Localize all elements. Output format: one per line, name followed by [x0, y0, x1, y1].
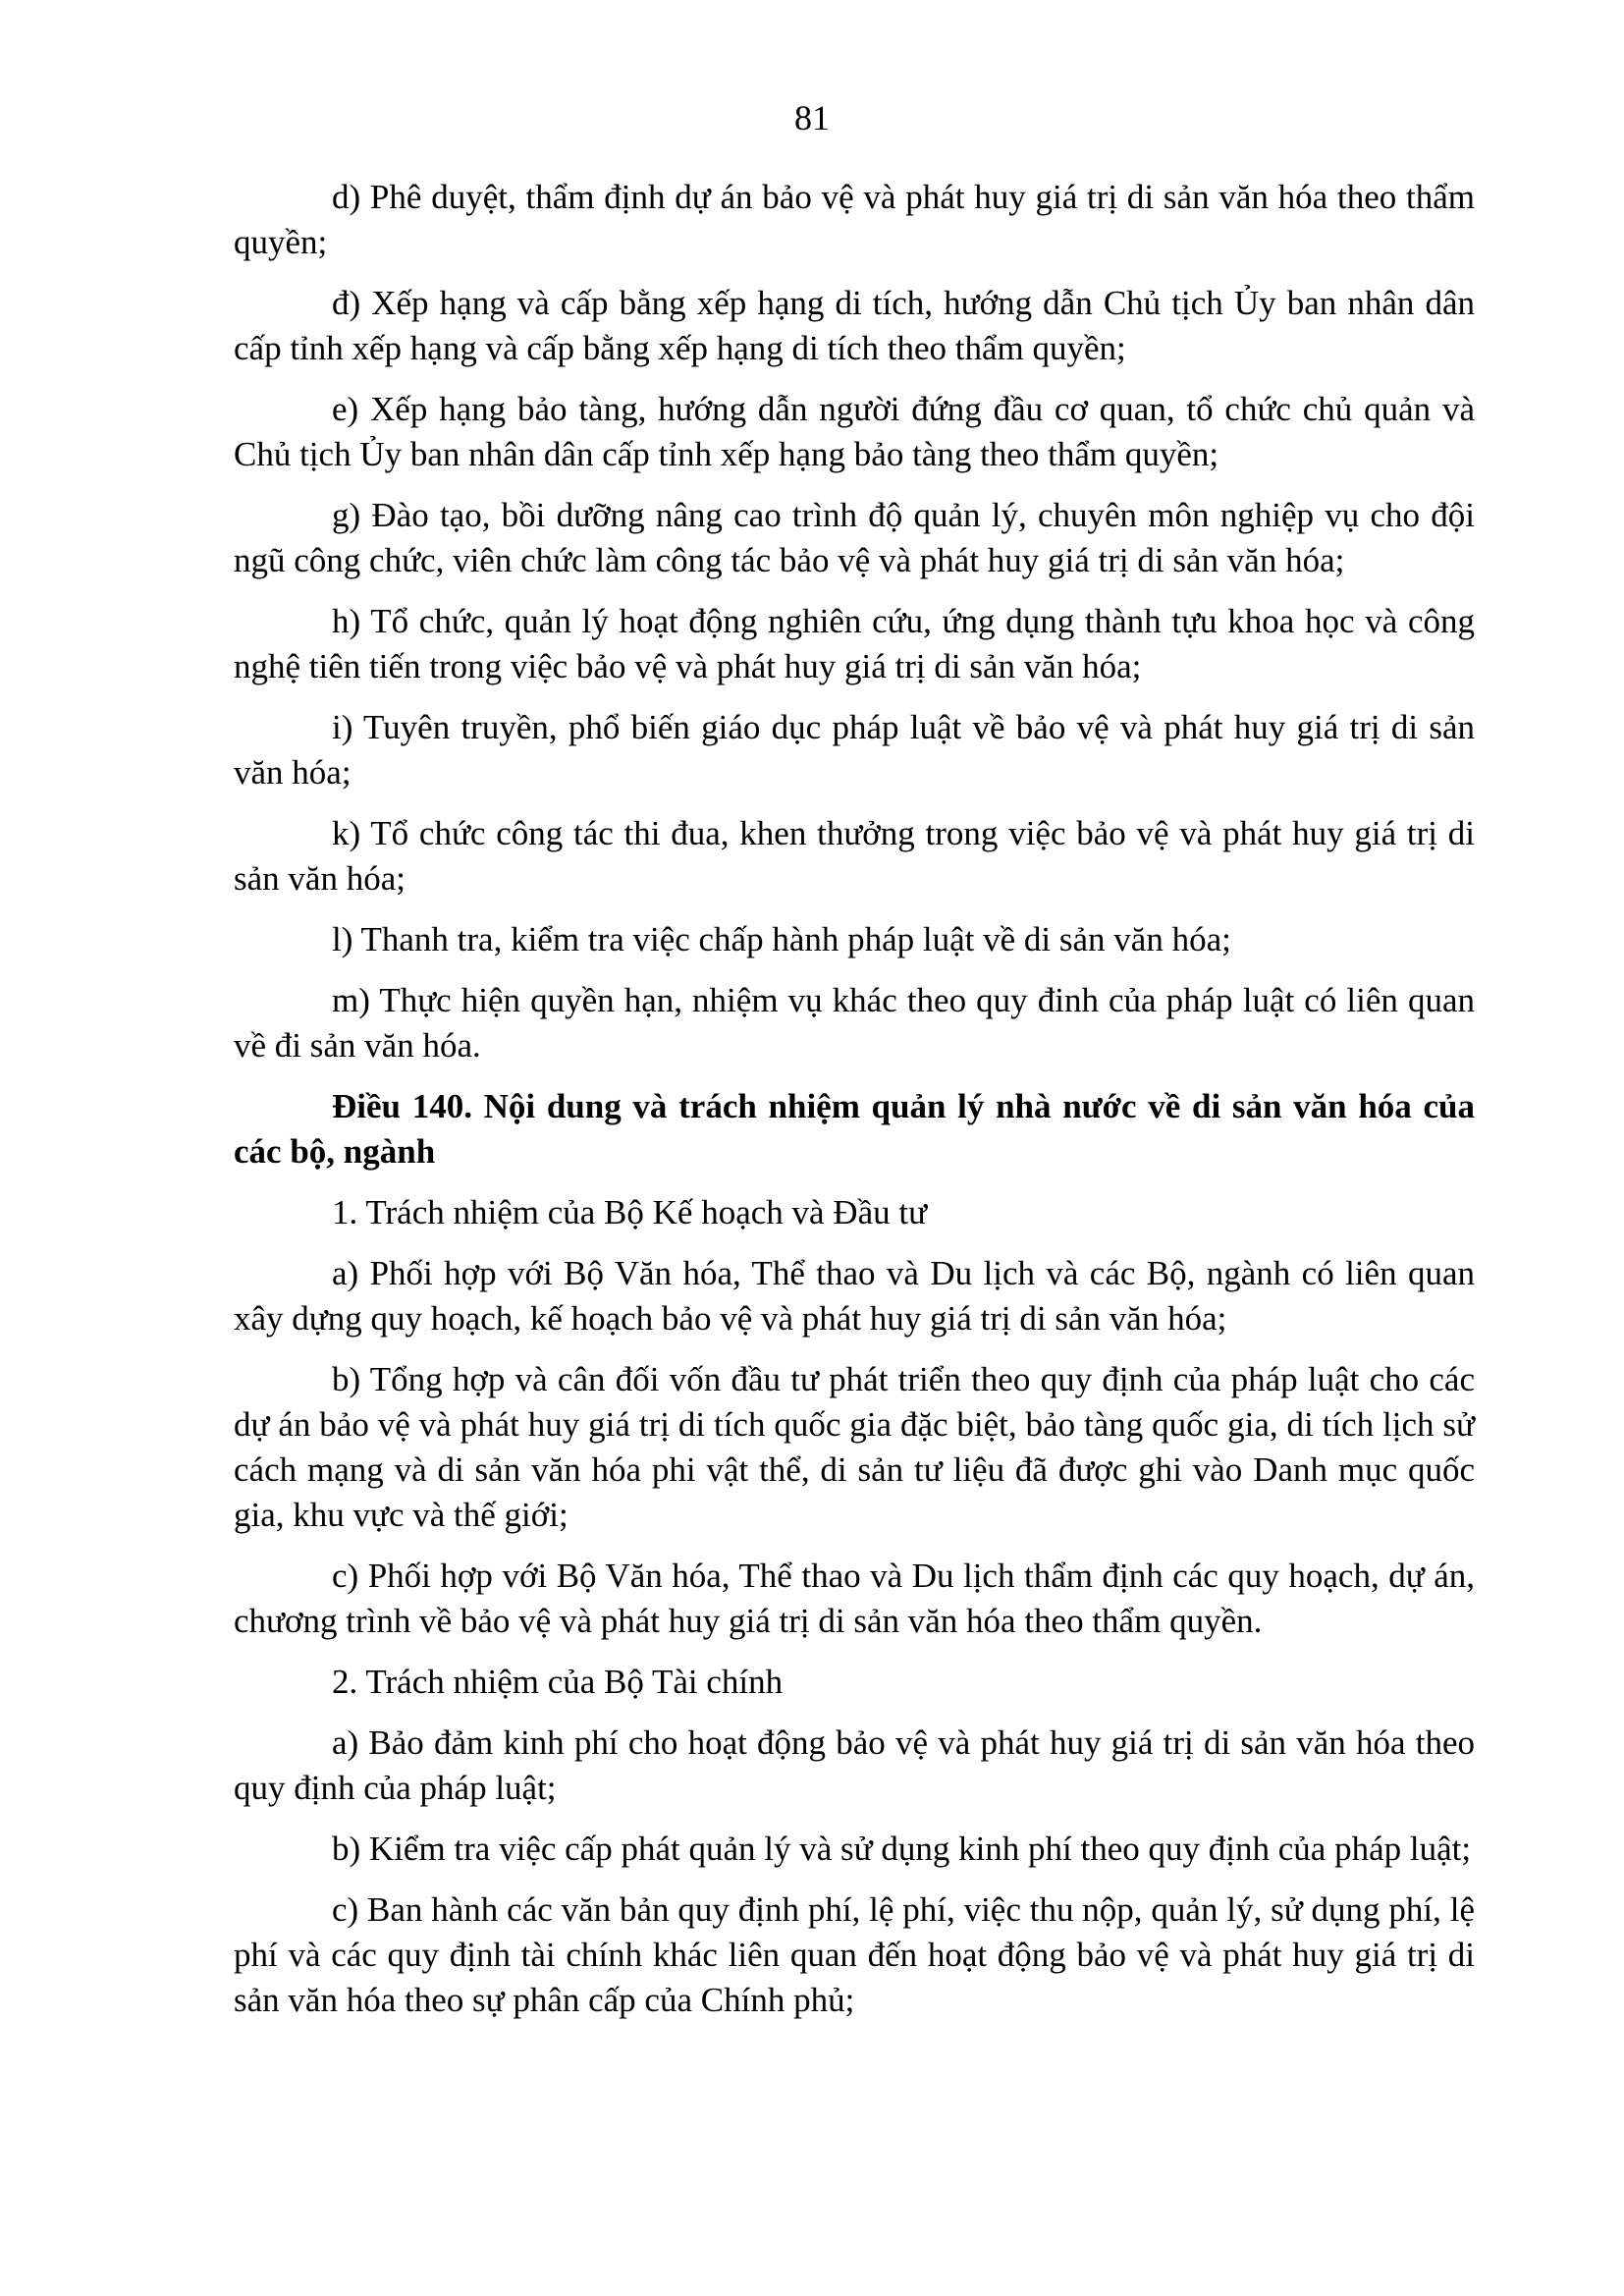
article-heading: Điều 140. Nội dung và trách nhiệm quản lý nhà nước về di sản văn hóa của các bộ, ngành — [234, 1087, 1475, 1171]
page-content — [234, 175, 1475, 2039]
paragraph-2a: a) Bảo đảm kinh phí cho hoạt động bảo vệ và phát huy giá trị di sản văn hóa theo quy định của pháp luật; — [234, 1723, 1475, 1807]
paragraph-item-k: k) Tổ chức công tác thi đua, khen thưởng trong việc bảo vệ và phát huy giá trị di sản văn hóa; — [234, 814, 1475, 898]
paragraph-2b: b) Kiểm tra việc cấp phát quản lý và sử dụng kinh phí theo quy định của pháp luật; — [332, 1830, 1472, 1868]
paragraph-item-m: m) Thực hiện quyền hạn, nhiệm vụ khác theo quy đinh của pháp luật có liên quan về đi sản văn hóa. — [234, 981, 1475, 1065]
paragraph-2c: c) Ban hành các văn bản quy định phí, lệ phí, việc thu nộp, quản lý, sử dụng phí, lệ phí và các quy định tài chính khác liên quan đến hoạt động bảo vệ và phát huy giá trị di sản văn hóa theo sự phân cấp của Chính phủ; — [234, 1890, 1475, 2019]
paragraph-item-l: l) Thanh tra, kiểm tra việc chấp hành pháp luật về di sản văn hóa; — [332, 920, 1231, 958]
section-heading-2: 2. Trách nhiệm của Bộ Tài chính — [332, 1663, 784, 1701]
paragraph-1b: b) Tổng hợp và cân đối vốn đầu tư phát triển theo quy định của pháp luật cho các dự án bảo vệ và phát huy giá trị di tích quốc gia đặc biệt, bảo tàng quốc gia, di tích lịch sử cách mạng và di sản văn hóa phi vật thể, di sản tư liệu đã được ghi vào Danh mục quốc gia, khu vực và thế giới; — [234, 1360, 1475, 1534]
paragraph-1c: c) Phối hợp với Bộ Văn hóa, Thể thao và Du lịch thẩm định các quy hoạch, dự án, chương trình về bảo vệ và phát huy giá trị di sản văn hóa theo thẩm quyền. — [234, 1557, 1475, 1640]
section-heading-1: 1. Trách nhiệm của Bộ Kế hoạch và Đầu tư — [332, 1193, 928, 1231]
paragraph-1a: a) Phối hợp với Bộ Văn hóa, Thể thao và Du lịch và các Bộ, ngành có liên quan xây dựng quy hoạch, kế hoạch bảo vệ và phát huy giá trị di sản văn hóa; — [234, 1254, 1475, 1338]
paragraph-item-g: g) Đào tạo, bồi dưỡng nâng cao trình độ quản lý, chuyên môn nghiệp vụ cho đội ngũ công chức, viên chức làm công tác bảo vệ và phát huy giá trị di sản văn hóa; — [234, 496, 1475, 579]
paragraph-item-dd: đ) Xếp hạng và cấp bằng xếp hạng di tích, hướng dẫn Chủ tịch Ủy ban nhân dân cấp tỉnh xếp hạng và cấp bằng xếp hạng di tích theo thẩm quyền; — [234, 284, 1475, 367]
page-number: 81 — [794, 98, 830, 137]
paragraph-item-h: h) Tổ chức, quản lý hoạt động nghiên cứu, ứng dụng thành tựu khoa học và công nghệ tiên tiến trong việc bảo vệ và phát huy giá trị di sản văn hóa; — [234, 602, 1475, 685]
paragraph-item-d: d) Phê duyệt, thẩm định dự án bảo vệ và phát huy giá trị di sản văn hóa theo thẩm quyền; — [234, 178, 1475, 261]
paragraph-item-i: i) Tuyên truyền, phổ biến giáo dục pháp luật về bảo vệ và phát huy giá trị di sản văn hóa; — [234, 708, 1475, 792]
paragraph-item-e: e) Xếp hạng bảo tàng, hướng dẫn người đứng đầu cơ quan, tổ chức chủ quản và Chủ tịch Ủy ban nhân dân cấp tỉnh xếp hạng bảo tàng theo thẩm quyền; — [234, 390, 1475, 473]
